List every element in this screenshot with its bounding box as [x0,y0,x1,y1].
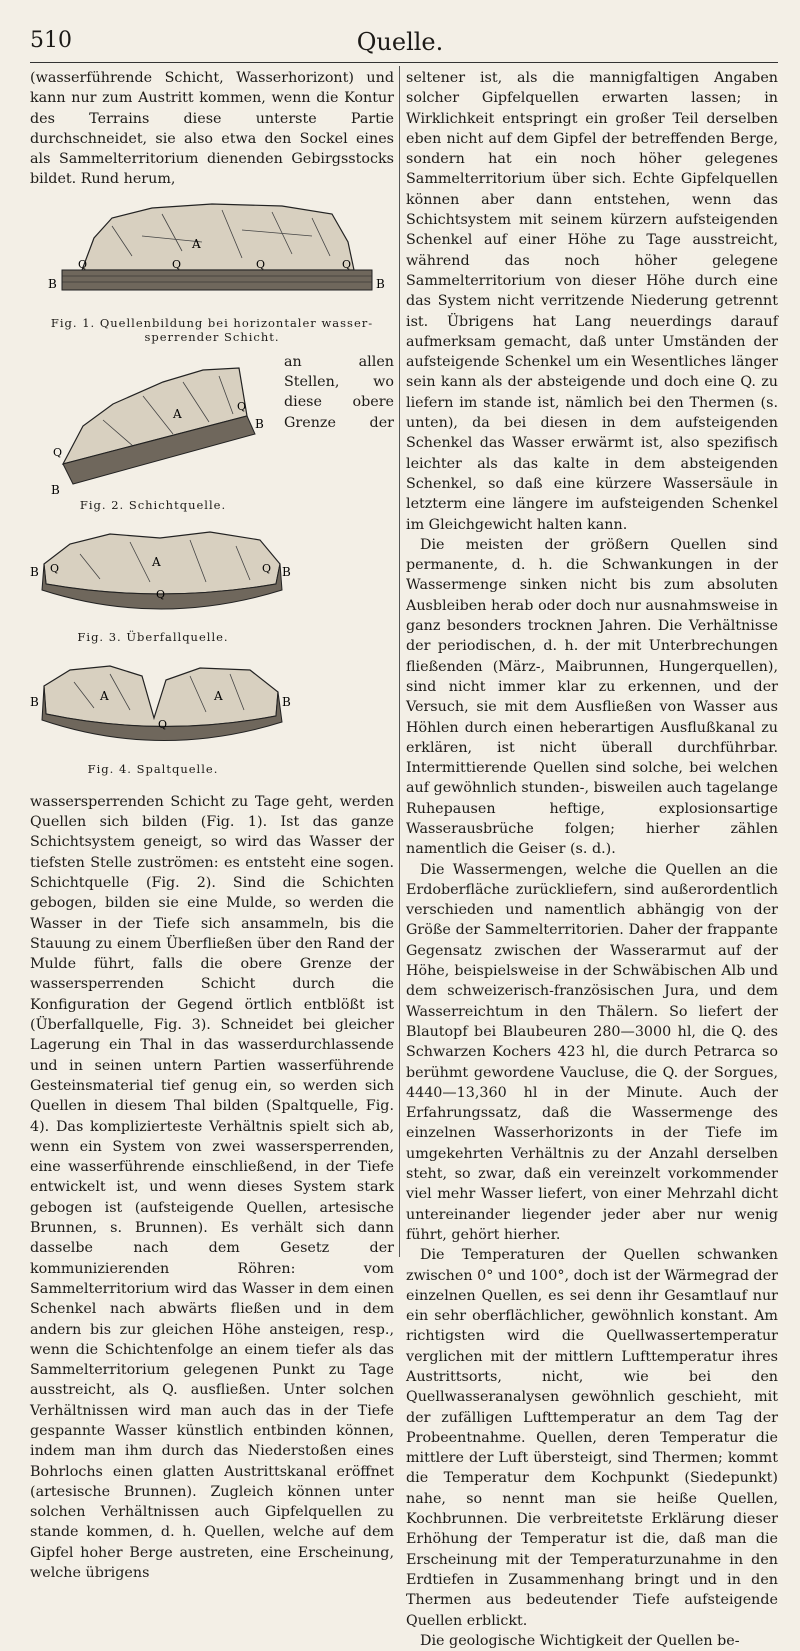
figure-label: Q [158,717,168,731]
paragraph: (wasserführende Schicht, Wasserhorizont) und kann nur zum Austritt kommen, wenn die Kontur des Terrains diese unterste Partie durchschneidet, sie also etwa den Sockel eines als Sammelterritorium dienenden Gebirgsstocks bildet. Rund herum, [30,70,394,188]
paragraph: seltener ist, als die mannigfaltigen Angaben solcher Gipfelquellen erwarten lassen; in Wirklichkeit entspringt ein großer Teil derselben eben nicht auf dem Gipfel der betreffenden Berge, sondern hat ein noch höher gelegenes Sammelterritorium über sich. Echte Gipfelquellen können aber dann entstehen, wenn das Schichtsystem mit seinem kürzern aufsteigenden Schenkel auf einer Höhe zu Tage ausstreicht, während das noch höher gelegene Sammelterritorium von dieser Höhe durch eine das System nicht verritzende Niederung getrennt ist. Übrigens hat Lang neuerdings darauf aufmerksam gemacht, daß unter Umständen der aufsteigende Schenkel um ein Wesentliches länger sein kann als der absteigende und doch eine Q. zu liefern im stande ist, nämlich bei den Thermen (s. unten), da bei diesen in dem aufsteigenden Schenkel das Wasser erwärmt ist, also spezifisch leichter als das kalte in dem absteigenden Schenkel, so daß eine kürzere Wassersäule in letzterm eine längere im aufsteigenden Schenkel im Gleichgewicht halten kann. [406,70,778,533]
figure-2 [30,356,276,512]
figure-label: B [30,694,39,709]
figure-label: B [30,564,39,579]
header-rule [30,62,778,63]
paragraph: Die meisten der größern Quellen sind permanente, d. h. die Schwankungen in der Wassermenge sinken nicht bis zum absoluten Ausbleiben herab oder doch nur ausnahmsweise in ganz besonders trocknen Jahren. Die Verhältnisse der periodischen, d. h. der mit Unterbrechungen fließenden (März-, Maibrunnen, Hungerquellen), sind nicht immer klar zu erkennen, und der Versuch, sie mit dem Ausfließen von Wasser aus Höhlen durch einen heberartigen Ausflußkanal zu erklären, ist nicht überall durchführbar. Intermittierende Quellen sind solche, bei welchen auf gewöhnlich stunden-, bisweilen auch tagelange Ruhepausen heftige, explosionsartige Wasserausbrüche folgen; hierher zählen namentlich die Geiser (s. d.). [406,536,778,858]
figure-label: B [282,564,291,579]
figure-label: A [173,406,182,421]
running-title: Quelle. [356,28,444,56]
figure-label: A [100,688,109,703]
page-number: 510 [30,28,72,53]
figure-caption: Fig. 4. Spaltquelle. [87,761,219,776]
figure-label: Q [256,257,266,271]
figure-4 [30,656,291,776]
figure-3-illustration [30,524,290,628]
figure-1-illustration [42,196,385,314]
figure-label: A [214,688,223,703]
figure-label: Q [237,399,247,413]
figure-label: Q [53,445,63,459]
figure-caption: Fig. 2. Schichtquelle. [79,497,227,512]
figure-3 [30,524,291,644]
figure-label: A [192,236,201,251]
right-column [406,68,778,1651]
left-column [30,68,394,1583]
figure-label: B [255,416,264,431]
figure-label: B [48,276,57,291]
paragraph: Die geologische Wichtigkeit der Quellen be- [420,1632,740,1649]
figure-label: Q [342,257,352,271]
figure-stack [30,354,291,788]
figure-caption: Fig. 1. Quellenbildung bei horizontaler wasser-sperrender Schicht. [50,315,374,344]
figure-1 [30,196,394,344]
paragraph: Die Wassermengen, welche die Quellen an die Erdoberfläche zurückliefern, sind außerordentlich verschieden und namentlich abhängig von der Größe der Sammelterritorien. Daher der frappante Gegensatz zwischen der Wasserarmut auf der Höhe, beispielsweise in der Schwäbischen Alb und dem schweizerisch-französischen Jura, und dem Wasserreichtum in den Thälern. So liefert der Blautopf bei Blaubeuren 280—3000 hl, die Q. des Schwarzen Kochers 423 hl, die durch Petrarca so berühmt gewordene Vaucluse, die Q. der Sorgues, 4440—13,360 hl in der Minute. Auch der Erfahrungssatz, daß die Wassermenge des einzelnen Wasserhorizonts in der Tiefe im umgekehrten Verhältnis zu der Anzahl derselben steht, so zwar, daß ein vereinzelt vorkommender viel mehr Wasser liefert, von einer Mehrzahl dicht untereinander liegender jeder aber nur wenig führt, gehört hierher. [406,861,778,1243]
figure-label: A [152,554,161,569]
figure-caption: Fig. 3. Überfallquelle. [77,629,229,644]
paragraph: an allen Stellen, wo diese obere Grenze der wassersperrenden Schicht zu Tage geht, werden Quellen sich bilden (Fig. 1). Ist das ganze Schichtsystem geneigt, so wird das Wasser der tiefsten Stelle zuströmen: es entsteht eine sogen. Schichtquelle (Fig. 2). Sind die Schichten gebogen, bilden sie eine Mulde, so werden die Wasser in der Tiefe sich ansammeln, bis die Stauung zu einem Überfließen über den Rand der Mulde führt, falls die obere Grenze der wassersperrenden Schicht durch die Konfiguration der Gegend örtlich entblößt ist (Überfallquelle, Fig. 3). Schneidet bei gleicher Lagerung ein Thal in das wasserdurchlassende und in seinen untern Partien wasserführende Gesteinsmaterial tief genug ein, so werden sich Quellen in diesem Thal bilden (Spaltquelle, Fig. 4). Das komplizierteste Verhältnis spielt sich ab, wenn ein System von zwei wassersperrenden, eine wasserführende einschließend, in der Tiefe entwickelt ist, und wenn dieses System stark gebogen ist (aufsteigende Quellen, artesische Brunnen, s. Brunnen). Es verhält sich dann dasselbe nach dem Gesetz der kommunizierenden Röhren: vom Sammelterritorium wird das Wasser in dem einen Schenkel nach abwärts fließen und in dem andern bis zur gleichen Höhe ansteigen, resp., wenn die Schichtenfolge an einem tiefer als das Sammelterritorium gelegenen Punkt zu Tage ausstreicht, als Q. ausfließen. Unter solchen Verhältnissen wird man auch das in der Tiefe gespannte Wasser künstlich entbinden können, indem man ihm durch das Niederstoßen eines Bohrlochs einen glatten Austrittskanal eröffnet (artesische Brunnen). Zugleich können unter solchen Verhältnissen auch Gipfelquellen zu stande kommen, d. h. Quellen, welche auf dem Gipfel hoher Berge austreten, eine Erscheinung, welche übrigens [30,353,394,1582]
figure-label: B [282,694,291,709]
figure-label: Q [78,257,88,271]
figure-4-illustration [30,656,290,760]
figure-label: B [376,276,385,291]
figure-label: Q [50,561,60,575]
paragraph: Die Temperaturen der Quellen schwanken zwischen 0° und 100°, doch ist der Wärmegrad der einzelnen Quellen, es sei denn ihr Gesamtlauf nur ein sehr oberflächlicher, gewöhnlich konstant. Am richtigsten wird die Quellwassertemperatur verglichen mit der mittlern Lufttemperatur ihres Austrittsorts, nicht, wie bei den Quellwasseranalysen gewöhnlich geschieht, mit der zufälligen Lufttemperatur an dem Tag der Probeentnahme. Quellen, deren Temperatur die mittlere der Luft übersteigt, sind Thermen; kommt die Temperatur dem Kochpunkt (Siedepunkt) nahe, so nennt man sie heiße Quellen, Kochbrunnen. Die verbreitetste Erklärung dieser Erhöhung der Temperatur ist die, daß man die Erscheinung mit der Temperaturzunahme in den Erdtiefen in Zusammenhang bringt und in den Thermen aus bedeutender Tiefe aufsteigende Quellen erblickt. [406,1247,778,1629]
figure-2-illustration [33,356,273,496]
column-rule [399,66,400,1257]
figure-label: Q [172,257,182,271]
figure-label: B [51,482,60,497]
figure-label: Q [262,561,272,575]
figure-label: Q [156,587,166,601]
